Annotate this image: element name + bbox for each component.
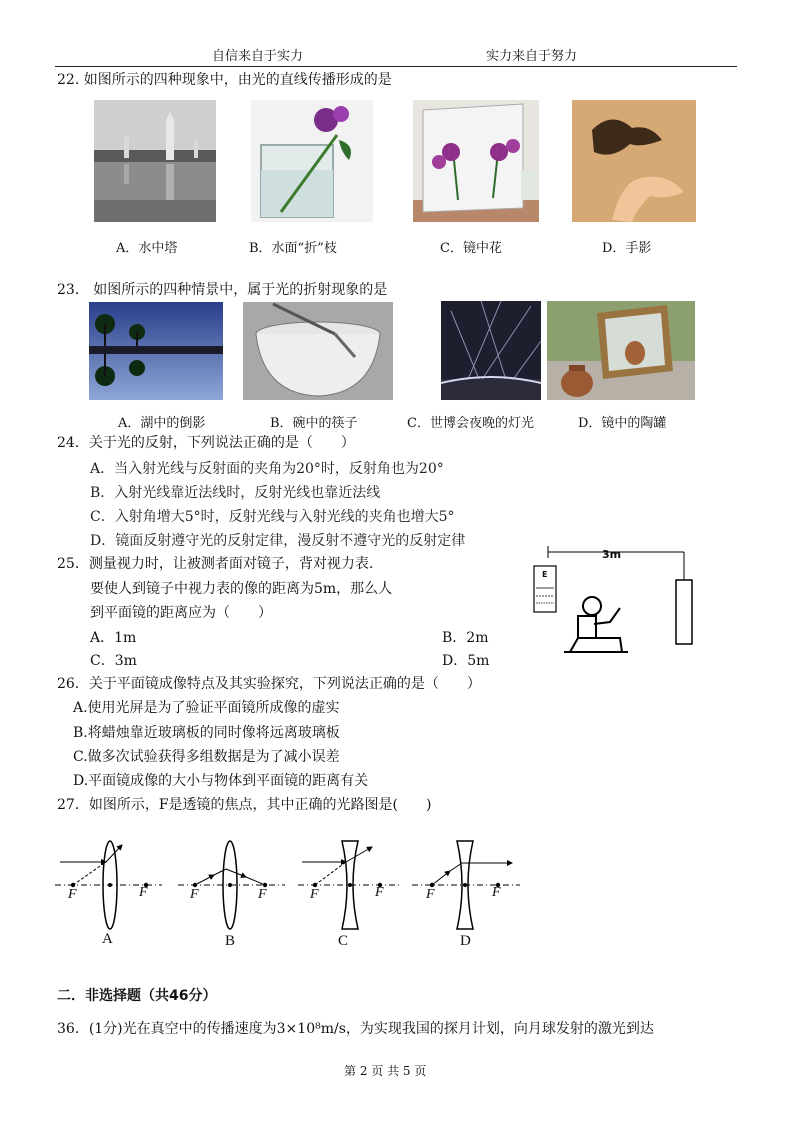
q25-option-b: B．2m [442, 630, 489, 646]
q22-option-d: D．手影 [602, 241, 652, 256]
hand-shadow-photo [572, 100, 696, 222]
q22-image-tower-reflection [94, 100, 216, 222]
diagram-c [298, 841, 400, 929]
mirror-flower-photo [413, 100, 539, 222]
q25-stem-line2: 要使人到镜子中视力表的像的距离为5m，那么人 [90, 581, 393, 597]
q25-option-c: C．3m [90, 653, 137, 669]
focus-label-a1: F [68, 887, 77, 902]
q27-label-d: D [460, 933, 471, 949]
q23-image-bowl-chopstick [243, 302, 393, 400]
tower-reflection-photo [94, 100, 216, 222]
focus-label-a2: F [139, 885, 148, 900]
diagram-b [178, 841, 285, 929]
section-2-title: 二．非选择题（共46分） [57, 988, 217, 1004]
q23-stem: 23． 如图所示的四种情景中，属于光的折射现象的是 [57, 282, 388, 298]
q23-option-d: D．镜中的陶罐 [578, 416, 667, 431]
lens-ray-diagrams [50, 835, 530, 935]
lake-reflection-photo [89, 302, 223, 400]
q27-label-c: C [338, 933, 349, 949]
q24-option-c: C．入射角增大5°时，反射光线与入射光线的夹角也增大5° [90, 509, 455, 525]
header-rule [55, 66, 737, 67]
q23-option-b: B．碗中的筷子 [270, 416, 358, 431]
header-left-motto: 自信来自于实力 [212, 49, 304, 64]
q25-figure-eye-test [528, 540, 708, 660]
q23-image-mirror-jar [547, 301, 695, 400]
glass-flower-photo [251, 100, 373, 222]
q26-option-b: B.将蜡烛靠近玻璃板的同时像将远离玻璃板 [73, 725, 340, 741]
q26-option-c: C.做多次试验获得多组数据是为了减小误差 [73, 749, 340, 765]
q24-option-d: D．镜面反射遵守光的反射定律，漫反射不遵守光的反射定律 [90, 533, 466, 549]
q22-option-b: B．水面“折”枝 [249, 241, 337, 256]
q36-text: 36．(1分)光在真空中的传播速度为3×10⁸m/s，为实现我国的探月计划，向月球发射的激光到达 [57, 1021, 654, 1037]
eye-chart-letter: E [542, 570, 548, 579]
q25-stem-line3: 到平面镜的距离应为（ ） [90, 605, 272, 621]
mirror-jar-photo [547, 301, 695, 400]
q22-stem: 22. 如图所示的四种现象中，由光的直线传播形成的是 [57, 72, 392, 88]
q22-image-mirror-flower [413, 100, 539, 222]
q27-label-a: A [102, 931, 113, 947]
q22-image-hand-shadow [572, 100, 696, 222]
distance-label: 3m [602, 548, 622, 561]
q24-stem: 24．关于光的反射，下列说法正确的是（ ） [57, 435, 355, 451]
q24-option-b: B．入射光线靠近法线时，反射光线也靠近法线 [90, 485, 381, 501]
header-right-motto: 实力来自于努力 [486, 49, 578, 64]
q23-option-a: A．湖中的倒影 [118, 416, 206, 431]
page-number: 第 2 页 共 5 页 [344, 1064, 427, 1078]
mirror-shape [676, 580, 692, 644]
focus-label-c2: F [375, 885, 384, 900]
q23-image-expo-lights [441, 301, 541, 400]
focus-label-d1: F [426, 887, 435, 902]
focus-label-d2: F [492, 885, 501, 900]
q24-option-a: A．当入射光线与反射面的夹角为20°时，反射角也为20° [90, 461, 444, 477]
q22-image-glass-flower [251, 100, 373, 222]
q25-option-d: D．5m [442, 653, 490, 669]
q26-stem: 26．关于平面镜成像特点及其实验探究，下列说法正确的是（ ） [57, 676, 481, 692]
q25-option-a: A．1m [90, 630, 137, 646]
q23-image-lake-reflection [89, 302, 223, 400]
bowl-chopstick-photo [243, 302, 393, 400]
q22-option-c: C．镜中花 [440, 241, 502, 256]
diagram-d [412, 841, 520, 929]
q27-label-b: B [225, 933, 236, 949]
q25-stem-line1: 25．测量视力时，让被测者面对镜子，背对视力表. [57, 556, 374, 572]
q26-option-a: A.使用光屏是为了验证平面镜所成像的虚实 [73, 700, 340, 716]
q22-option-a: A．水中塔 [116, 241, 178, 256]
focus-label-b2: F [258, 887, 267, 902]
q27-stem: 27．如图所示，F是透镜的焦点，其中正确的光路图是( ) [57, 797, 432, 813]
focus-label-c1: F [310, 887, 319, 902]
q26-option-d: D.平面镜成像的大小与物体到平面镜的距离有关 [73, 773, 369, 789]
focus-label-b1: F [190, 887, 199, 902]
q27-lens-diagrams [50, 835, 530, 935]
expo-lights-photo [441, 301, 541, 400]
q23-option-c: C．世博会夜晚的灯光 [407, 416, 534, 431]
